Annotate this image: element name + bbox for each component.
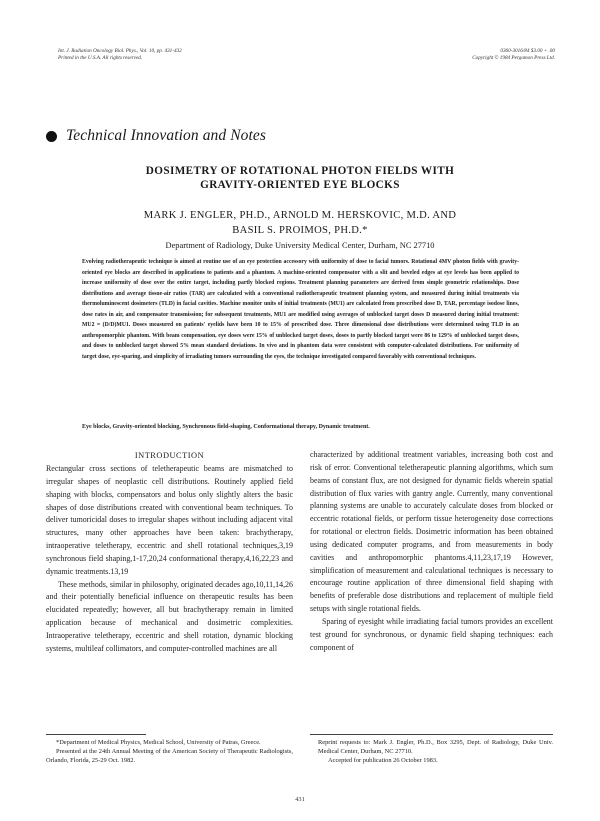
- authors-line-2: BASIL S. PROIMOS, PH.D.*: [232, 225, 368, 236]
- footnotes-left: [46, 739, 293, 766]
- title-line-1: DOSIMETRY OF ROTATIONAL PHOTON FIELDS WITH: [145, 165, 455, 177]
- section-label: Technical Innovation and Notes: [66, 127, 267, 144]
- right-column: [310, 449, 553, 655]
- keywords: Eye blocks, Gravity-oriented blocking, Synchronous field-shaping, Conformational therapy, Dynamic treatment.: [82, 424, 370, 430]
- journal-citation-header: [58, 48, 318, 61]
- footnote-divider: [46, 734, 146, 735]
- article-title: [60, 164, 540, 192]
- journal-citation-line: Int. J. Radiation Oncology Biol. Phys., Vol. 10, pp. 431-432: [58, 48, 182, 54]
- bullet-icon: [46, 131, 57, 142]
- issn-price-line: 0360-3016/84 $3.00 + .00: [500, 48, 555, 54]
- footnote-divider: [310, 734, 553, 735]
- footnote: Accepted for publication 26 October 1983.: [328, 756, 438, 764]
- section-heading: [46, 127, 386, 145]
- title-line-2: GRAVITY-ORIENTED EYE BLOCKS: [200, 179, 400, 191]
- introduction-heading: INTRODUCTION: [134, 451, 205, 460]
- paragraph: These methods, similar in philosophy, originated decades ago,10,11,14,26 and their potentially beneficial influence on therapeutic results has been elucidated repeatedly; however, all but brachytherapy remain in limited application because of mechanical and dosimetric complexities. Intraoperative teletherapy, eccentric and shell rotation, dynamic blocking systems, multileaf collimators, and computer-controlled machines are all: [46, 579, 293, 653]
- footnotes-right: [318, 739, 553, 766]
- footnote: *Department of Medical Physics, Medical School, University of Patras, Greece.: [56, 739, 261, 746]
- abstract: Evolving radiotherapeutic technique is aimed at routine use of an eye protection accessory with uniformity of dose to facial tumors. Rotational 4MV photon fields with gravity-oriented eye blocks are described in applications to patients and a phantom. A machine-oriented compensator with a slit and beveled edges at eye levels has been applied to increase uniformity of dose over the entire target, including partly blocked regions. Treatment planning parameters are derived from simple geometric relationships. Dose distributions and average tissue-air ratios (TAR) are calculated with a conventional radiotherapeutic treatment planning system, and measured during initial treatments via thermoluminescent dosimeters (TLD) in facial cavities. Machine monitor units of initial treatments (MU1) are calculated from prescribed dose D, TAR, percentage isodose lines, dose rates in air, and compensator transmission; for subsequent treatments, MU1 are modified using averages of unblocked target doses D measured during initial treatment: MU2 = (D/D)MU1. Doses measured on patients' eyelids have been 10 to 15% of prescribed dose. Three dimensional dose distributions were determined using TLD in an anthropomorphic phantom. With beam compensation, eye doses were 15% of unblocked target doses, doses to partly blocked target were 86 to 129% of unblocked target doses, and doses to unblocked target showed 5% mean standard deviations. In vivo and in phantom data were consistent with computer-calculated distributions. For uniformity of target dose, eye-sparing, and simplicity of irradiating tumors surrounding the eyes, the technique investigated compared favorably with conventional techniques.: [82, 259, 519, 360]
- affiliation: Department of Radiology, Duke University Medical Center, Durham, NC 27710: [165, 241, 435, 250]
- rights-line: Printed in the U.S.A. All rights reserved.: [58, 54, 143, 61]
- copyright-header: [430, 48, 555, 61]
- copyright-line: Copyright © 1984 Pergamon Press Ltd.: [472, 54, 555, 61]
- author-list: [60, 208, 540, 238]
- left-column: [46, 449, 293, 656]
- authors-line-1: MARK J. ENGLER, PH.D., ARNOLD M. HERSKOVIC, M.D. AND: [143, 210, 457, 221]
- paragraph: characterized by additional treatment variables, increasing both cost and risk of error. Conventional teletherapeutic planning algorithms, which sum beams of constant flux, are not designed for dynamic fields wherein spatial distribution of flux varies with gantry angle. Currently, many conventional planning systems are unable to accurately calculate doses from blocked or eccentric rotational fields, or perform tissue heterogeneity dose corrections for rotational or electron fields. Dosimetric information has been obtained using dedicated computer programs, and from measurements in body cavities and anthropomorphic phantoms.4,11,23,17,19 However, simplification of measurement and calculational techniques is necessary to encourage routine application of three dimensional field shaping with benefits of preferable dose distributions and replacement of multiple field setups with single rotational fields.: [310, 450, 553, 614]
- paragraph: Rectangular cross sections of teletherapeutic beams are mismatched to irregular shapes of neoplastic cell distributions. Routinely applied field shaping with blocks, compensators and bolus only slightly alters the basic shapes of dose distributions created with conventional beam techniques. To deliver tumoricidal doses to irregular shapes without including adjacent vital structures, many other approaches have been taken: brachytherapy, intraoperative teletherapy, eccentric and shell rotational techniques,3,19 synchronous field shaping,1-17,20,24 conformational therapy,4,16,22,23 and dynamic treatments.13,19: [46, 464, 293, 576]
- paragraph: Sparing of eyesight while irradiating facial tumors provides an excellent test ground for synchronous, or dynamic field shaping techniques: each component of: [310, 616, 553, 652]
- page-number: 431: [295, 796, 305, 803]
- footnote: Reprint requests to: Mark J. Engler, Ph.D., Box 3295, Dept. of Radiology, Duke Univ. Medical Center, Durham, NC 27710.: [318, 739, 553, 755]
- footnote: Presented at the 24th Annual Meeting of the American Society of Therapeutic Radiologists, Orlando, Florida, 25-29 Oct. 1982.: [46, 747, 293, 764]
